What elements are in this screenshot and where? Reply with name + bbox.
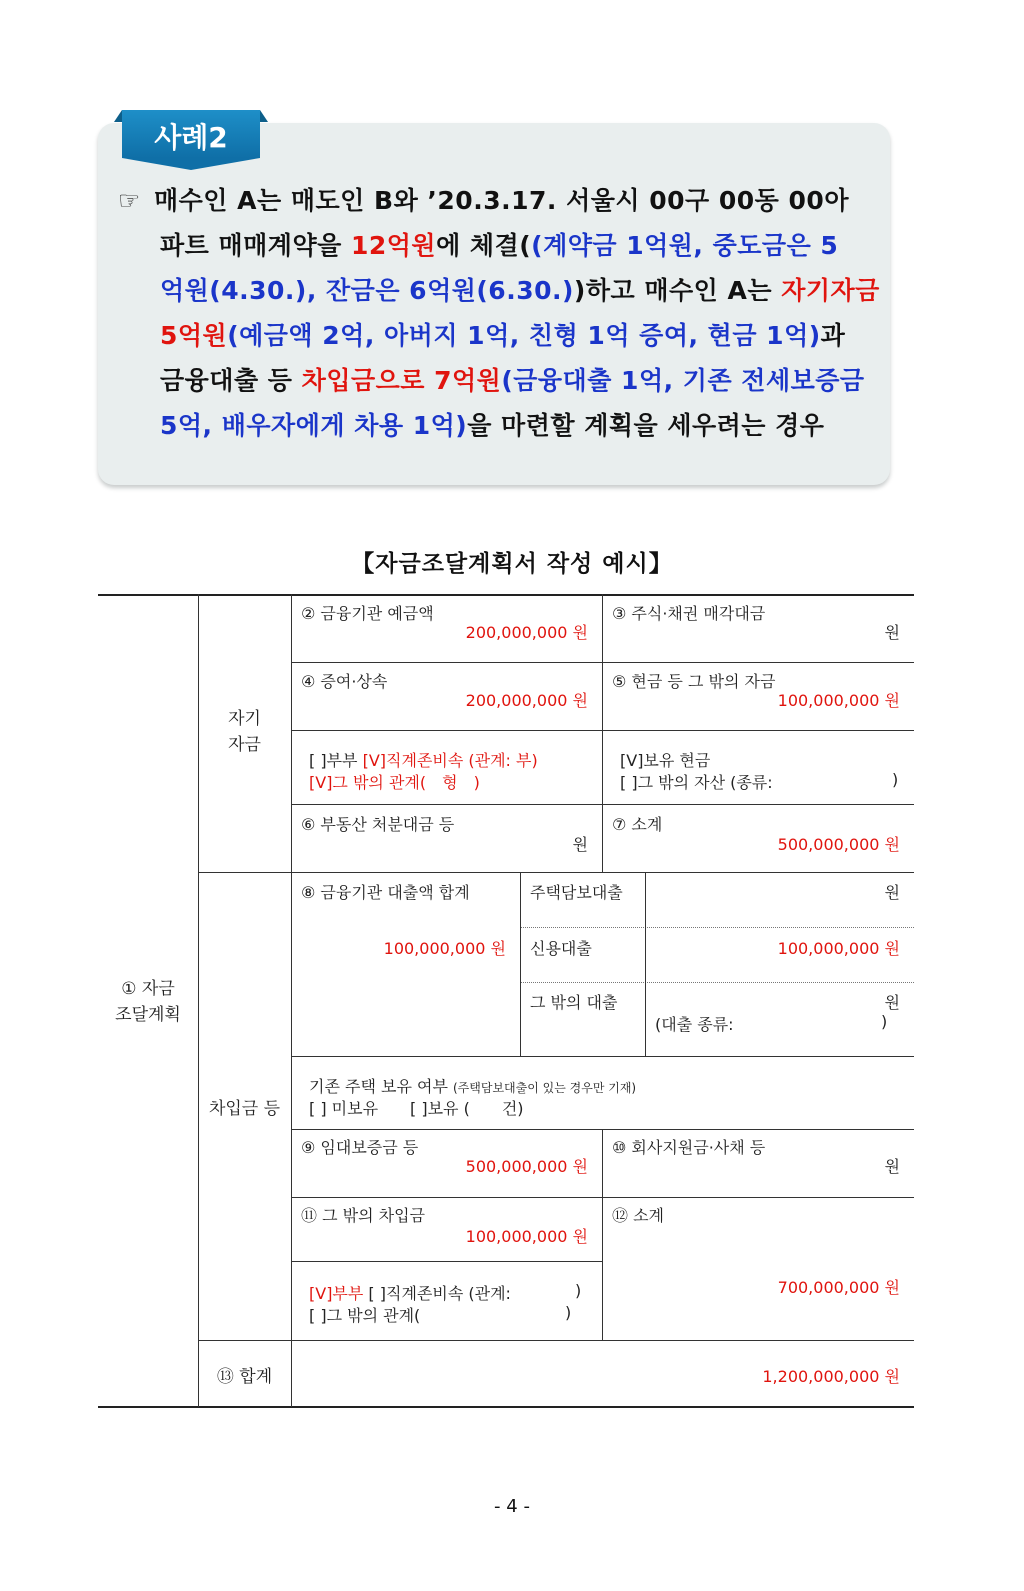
label-total: ⑬ 합계 <box>216 1367 273 1387</box>
amount-deposit-lease[interactable]: 500,000,000 <box>465 1157 568 1176</box>
section-label: ① 자금 <box>121 979 175 999</box>
amount-stocks[interactable]: 원 <box>884 623 900 642</box>
amount-mortgage[interactable]: 원 <box>884 883 900 902</box>
case-line <box>118 223 878 268</box>
label-borrow-subtotal: ⑫ 소계 <box>612 1206 664 1225</box>
case-text-segment: 자기자금 <box>781 276 880 305</box>
amount-total[interactable]: 1,200,000,000 <box>762 1367 880 1386</box>
label-stocks: ③ 주식·채권 매각대금 <box>612 604 766 623</box>
case-text-segment: 5억, 배우자에게 차용 1억) <box>160 411 468 440</box>
existing-house-options[interactable]: [ ] 미보유 [ ]보유 ( 건) <box>309 1099 524 1118</box>
form-title: 【자금조달계획서 작성 예시】 <box>351 551 673 577</box>
relation-b-spouse[interactable]: [V]부부 <box>309 1284 364 1303</box>
case-description <box>118 178 878 448</box>
label-other-loan: 그 밖의 대출 <box>530 993 618 1012</box>
label-gift: ④ 증여·상속 <box>301 672 388 691</box>
case-text-segment: 파트 매매계약을 <box>160 231 351 260</box>
pointing-hand-icon: ☞ <box>118 186 141 215</box>
label-loan-total: ⑧ 금융기관 대출액 합계 <box>301 883 470 902</box>
amount-own-subtotal[interactable]: 500,000,000 <box>777 835 880 854</box>
case-text-segment: 12억원 <box>350 231 437 260</box>
funding-plan-table: ① 자금 조달계획 자기 자금 차입금 등 ② 금융기관 예금액 200,000,000 원 ③ 주식·채권 매각대금 원 ④ 증여·상속 200,000,000 원 ⑤ 현금 등 그 밖의 자금 100,000,000 원 [ ]부부 [V]직계존비속 (관계: 부) [V]그 밖의 관계( 형 ) [V]보유 현금 [ ]그 밖의 자산 (종류: ) ⑥ 부동산 처분대금 등 원 ⑦ 소계 500,000,000 원 ⑧ 금융기관 대출액 합계 100,000,000 원 주택담보대출 원 신용대출 100,000,000 원 그 밖의 대출 원 (대출 종류: ) 기존 주택 보유 여부 (주택담보대출이 있는 경우만 기재) [ ] 미보유 [ ]보유 ( 건) ⑨ 임대보증금 등 500,000,000 원 ⑩ 회사지원금·사채 등 원 ⑪ 그 밖의 차입금 100,000,000 원 ⑫ 소계 700,000,000 원 [V]부부 [ ]직계존비속 (관계: ) [ ]그 밖의 관계( ) ⑬ 합계 1,200,000,000 원 <box>98 594 914 1408</box>
relation-b-lineal[interactable]: [ ]직계존비속 (관계: <box>363 1284 511 1303</box>
case-line <box>118 268 878 313</box>
relation-b-other[interactable]: [ ]그 밖의 관계( <box>309 1306 421 1325</box>
amount-loan-total[interactable]: 100,000,000 <box>383 939 486 958</box>
case-text-segment: 에 체결( <box>436 231 532 260</box>
label-own-subtotal: ⑦ 소계 <box>612 815 663 834</box>
case-text-segment: 매수인 A는 매도인 B와 ’20.3.17. 서울시 00구 00동 00아 <box>154 186 849 215</box>
case-text-segment: 억원(4.30.), 잔금은 6억원(6.30.) <box>160 276 574 305</box>
other-assets-check[interactable]: [ ]그 밖의 자산 (종류: <box>620 773 773 792</box>
case-line <box>118 403 878 448</box>
own-funds-label: 자기 <box>228 709 261 729</box>
relation-spouse[interactable]: [ ]부부 <box>309 751 363 770</box>
case-line <box>118 358 878 403</box>
label-mortgage: 주택담보대출 <box>530 883 623 902</box>
case-tag <box>122 110 260 170</box>
amount-cash[interactable]: 100,000,000 <box>777 691 880 710</box>
case-text-segment: )하고 매수인 A는 <box>573 276 782 305</box>
case-text-segment: 과 <box>820 321 846 350</box>
case-text-segment: (계약금 1억원, 중도금은 5 <box>531 231 839 260</box>
label-existing-house: 기존 주택 보유 여부 <box>309 1077 448 1096</box>
label-other-borrowing: ⑪ 그 밖의 차입금 <box>301 1206 425 1225</box>
case-text-segment: (금융대출 1억, 기존 전세보증금 <box>501 366 865 395</box>
label-property-sale: ⑥ 부동산 처분대금 등 <box>301 815 455 834</box>
loan-type-field[interactable]: (대출 종류: <box>655 1015 734 1034</box>
label-deposits: ② 금융기관 예금액 <box>301 604 434 623</box>
amount-credit-loan[interactable]: 100,000,000 <box>777 939 880 958</box>
label-cash: ⑤ 현금 등 그 밖의 자금 <box>612 672 776 691</box>
amount-borrow-subtotal[interactable]: 700,000,000 <box>777 1278 880 1297</box>
label-deposit-lease: ⑨ 임대보증금 등 <box>301 1138 419 1157</box>
label-credit-loan: 신용대출 <box>530 939 592 958</box>
relation-lineal[interactable]: [V]직계존비속 (관계: 부) <box>362 751 538 770</box>
case-text-segment: 차입금으로 7억원 <box>301 366 502 395</box>
relation-other[interactable]: [V]그 밖의 관계( 형 ) <box>309 773 480 792</box>
amount-other-loan[interactable]: 원 <box>884 993 900 1012</box>
cash-held-check[interactable]: [V]보유 현금 <box>620 751 711 770</box>
amount-company-support[interactable]: 원 <box>884 1157 900 1176</box>
case-text-segment: 5억원 <box>160 321 228 350</box>
case-tag-label: 사례2 <box>154 121 228 154</box>
case-text-segment: 을 마련할 계획을 세우려는 경우 <box>467 411 825 440</box>
amount-other-borrowing[interactable]: 100,000,000 <box>465 1227 568 1246</box>
page-number: - 4 - <box>494 1496 530 1517</box>
label-company-support: ⑩ 회사지원금·사채 등 <box>612 1138 766 1157</box>
case-line <box>118 178 878 223</box>
borrowed-label: 차입금 등 <box>208 1099 281 1119</box>
amount-gift[interactable]: 200,000,000 <box>465 691 568 710</box>
case-line <box>118 313 878 358</box>
case-text-segment: (예금액 2억, 아버지 1억, 친형 1억 증여, 현금 1억) <box>227 321 821 350</box>
case-text-segment: 금융대출 등 <box>160 366 302 395</box>
amount-deposits[interactable]: 200,000,000 <box>465 623 568 642</box>
amount-property-sale[interactable]: 원 <box>572 835 588 854</box>
